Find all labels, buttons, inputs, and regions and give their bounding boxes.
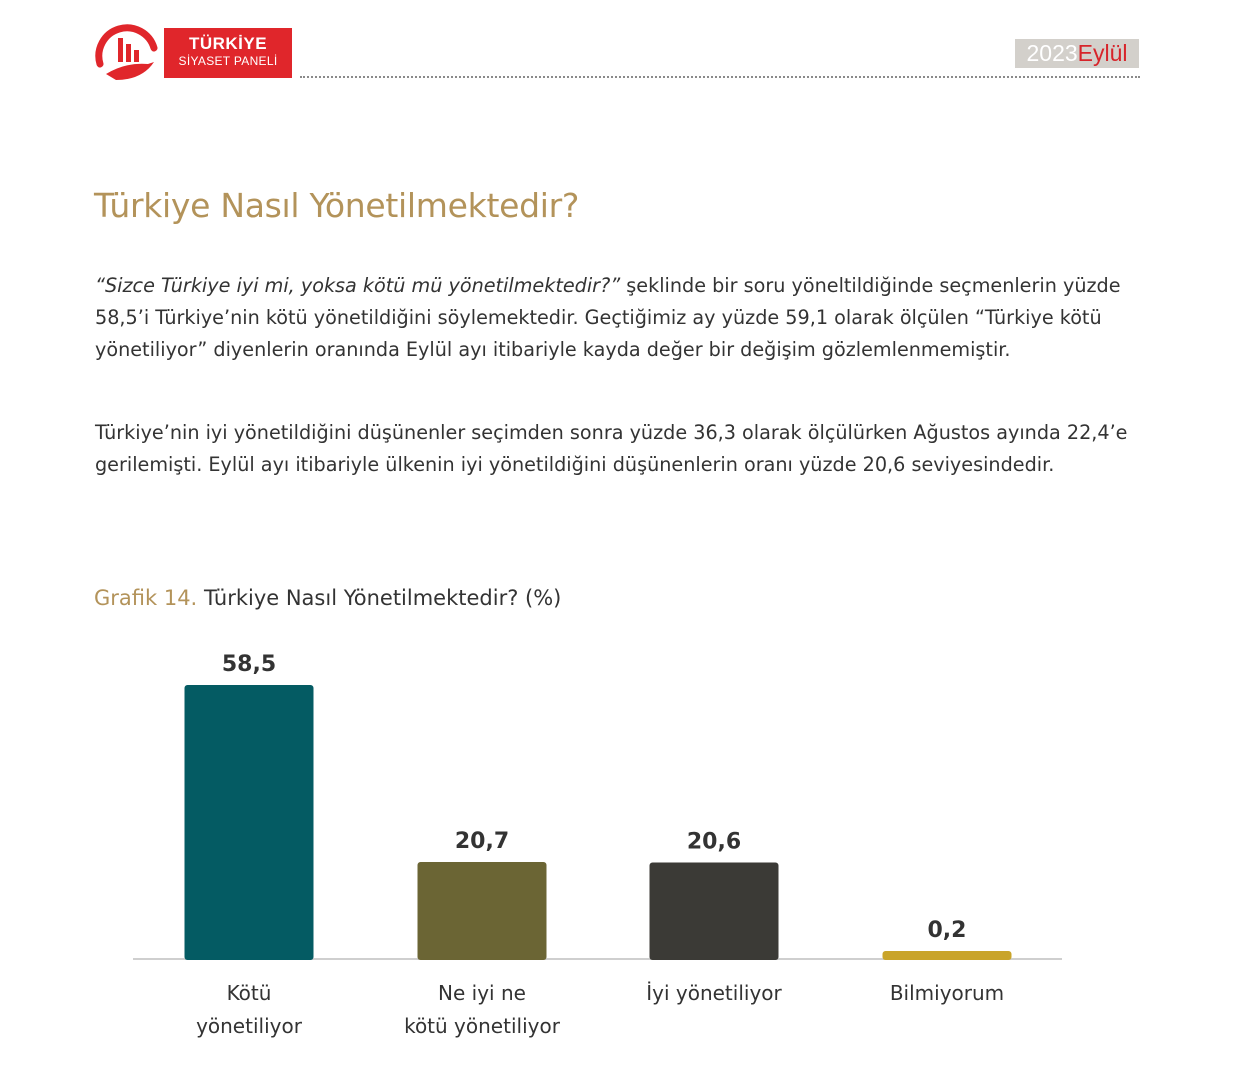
category-label: yönetiliyor bbox=[196, 1014, 302, 1038]
bar-i-yi-y-netiliyor bbox=[650, 863, 779, 960]
category-label: Bilmiyorum bbox=[889, 981, 1005, 1005]
logo-emblem-icon bbox=[92, 22, 164, 84]
logo-wordmark bbox=[164, 28, 292, 78]
header-divider bbox=[300, 76, 1140, 78]
date-badge bbox=[1015, 39, 1139, 68]
logo-line1: TÜRKİYE bbox=[188, 34, 268, 53]
bar-value-label: 58,5 bbox=[221, 652, 277, 677]
category-label: Ne iyi ne bbox=[438, 981, 526, 1005]
category-label: İyi yönetiliyor bbox=[646, 981, 782, 1005]
paragraph-1-text: şeklinde bir soru yöneltildiğinde seçmenlerin yüzde 58,5’i Türkiye’nin kötü yönetildiğini söylemektedir. Geçtiğimiz ay yüzde 59,1 olarak ölçülen “Türkiye kötü yönetiliyor” diyenlerin oranında Eylül ayı itibariyle kayda değer bir değişim gözlemlenmemiştir. bbox=[95, 274, 1121, 361]
date-year: 2023 bbox=[1026, 40, 1078, 66]
bar-value-label: 20,6 bbox=[686, 829, 742, 855]
bar-bilmiyorum bbox=[883, 951, 1012, 960]
bar-value-label: 0,2 bbox=[927, 918, 967, 943]
paragraph-1 bbox=[95, 270, 1135, 366]
bar-chart bbox=[0, 630, 1245, 1070]
paragraph-1-quote: “Sizce Türkiye iyi mi, yoksa kötü mü yönetilmektedir?” bbox=[95, 274, 621, 297]
date-month: Eylül bbox=[1077, 40, 1128, 66]
bar-ne-iyi-ne-k-t-y-netiliyor bbox=[418, 862, 547, 960]
bars-group bbox=[185, 652, 1012, 1038]
paragraph-2: Türkiye’nin iyi yönetildiğini düşünenler seçimden sonra yüzde 36,3 olarak ölçülürken Ağustos ayında 22,4’e gerilemişti. Eylül ayı itibariyle ülkenin iyi yönetildiğini düşünenlerin oranı yüzde 20,6 seviyesindedir. bbox=[95, 421, 1128, 476]
bar-value-label: 20,7 bbox=[454, 829, 510, 855]
chart-caption-prefix: Grafik 14. bbox=[94, 586, 198, 610]
chart-caption-title: Türkiye Nasıl Yönetilmektedir? (%) bbox=[203, 586, 562, 610]
chart-caption bbox=[94, 586, 561, 610]
logo bbox=[92, 22, 302, 84]
logo-line2: SİYASET PANELİ bbox=[178, 54, 278, 68]
page-title: Türkiye Nasıl Yönetilmektedir? bbox=[94, 186, 580, 225]
category-label: kötü yönetiliyor bbox=[404, 1014, 560, 1038]
bar-k-t-y-netiliyor bbox=[185, 685, 314, 960]
category-label: Kötü bbox=[226, 981, 272, 1005]
